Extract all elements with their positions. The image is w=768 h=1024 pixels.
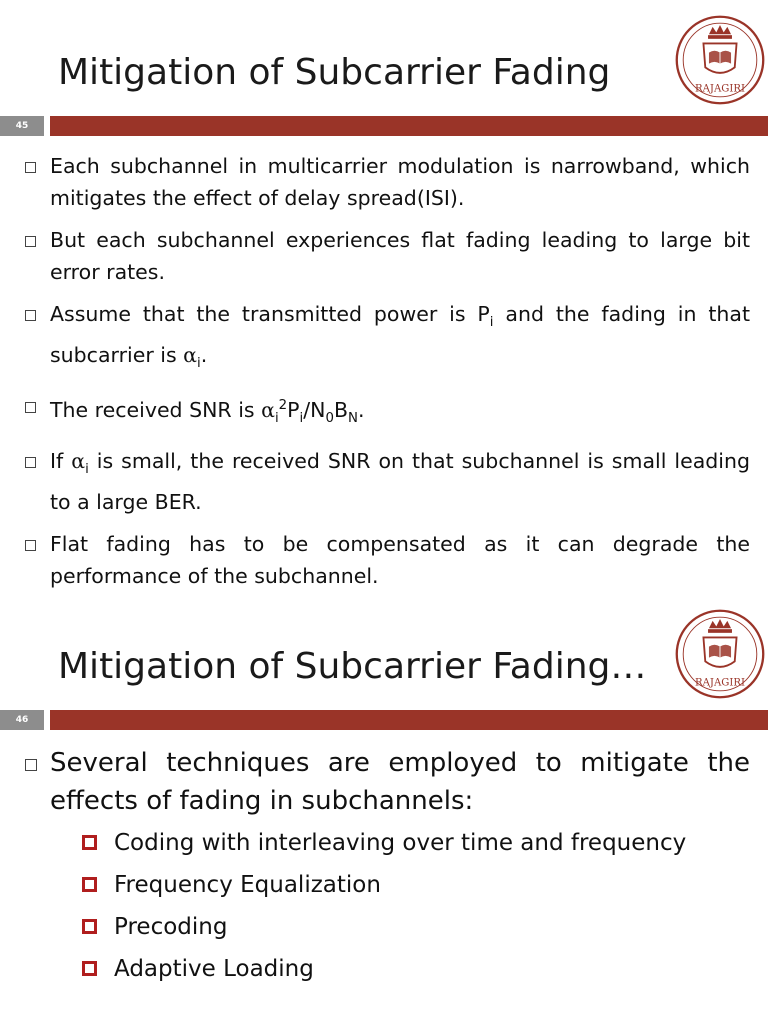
rajagiri-logo-icon (674, 14, 766, 106)
bullet-item: Each subchannel in multicarrier modulation is narrowband, which mitigates the effect of delay spread(ISI). (22, 150, 750, 214)
slide-title: Mitigation of Subcarrier Fading (58, 52, 611, 93)
slide-title: Mitigation of Subcarrier Fading… (58, 646, 647, 687)
bullet-item: If $\alpha_i$ is small, the received SNR on that subchannel is small leading to a large BER. (22, 445, 750, 518)
logo-text: RAJAGIRI (695, 83, 745, 95)
slide-number: 45 (0, 116, 44, 136)
header-bar (0, 116, 768, 136)
bullet-item: But each subchannel experiences flat fading leading to large bit error rates. (22, 224, 750, 288)
accent-bar (50, 710, 768, 730)
square-bullet-icon (25, 457, 36, 468)
bullet-item: Several techniques are employed to mitigate the effects of fading in subchannels: Coding with interleaving over time and frequency Frequency Equalization Precoding Adaptive Loading (22, 744, 750, 986)
red-square-bullet-icon (82, 835, 97, 850)
square-bullet-icon (25, 310, 36, 321)
red-square-bullet-icon (82, 919, 97, 934)
square-bullet-icon (25, 759, 37, 771)
slide-46 (0, 596, 768, 1024)
sub-bullet-list (50, 826, 750, 986)
sub-list-item: Coding with interleaving over time and frequency (82, 826, 750, 860)
bullet-item: The received SNR is $\alpha_i^2P_i/N_0B_N$. (22, 390, 750, 435)
red-square-bullet-icon (82, 877, 97, 892)
sub-list-item: Adaptive Loading (82, 952, 750, 986)
square-bullet-icon (25, 162, 36, 173)
sub-list-item: Precoding (82, 910, 750, 944)
square-bullet-icon (25, 236, 36, 247)
bullet-list (22, 150, 750, 602)
logo-text: RAJAGIRI (695, 677, 745, 689)
bullet-item: Flat fading has to be compensated as it can degrade the performance of the subchannel. (22, 528, 750, 592)
sub-list-item: Frequency Equalization (82, 868, 750, 902)
header-bar (0, 710, 768, 730)
rajagiri-logo-icon (674, 608, 766, 700)
slide-number: 46 (0, 710, 44, 730)
bullet-list (22, 744, 750, 994)
square-bullet-icon (25, 402, 36, 413)
square-bullet-icon (25, 540, 36, 551)
accent-bar (50, 116, 768, 136)
bullet-item: Assume that the transmitted power is $P_i$ and the fading in that subcarrier is $\alpha_i$. (22, 298, 750, 380)
red-square-bullet-icon (82, 961, 97, 976)
